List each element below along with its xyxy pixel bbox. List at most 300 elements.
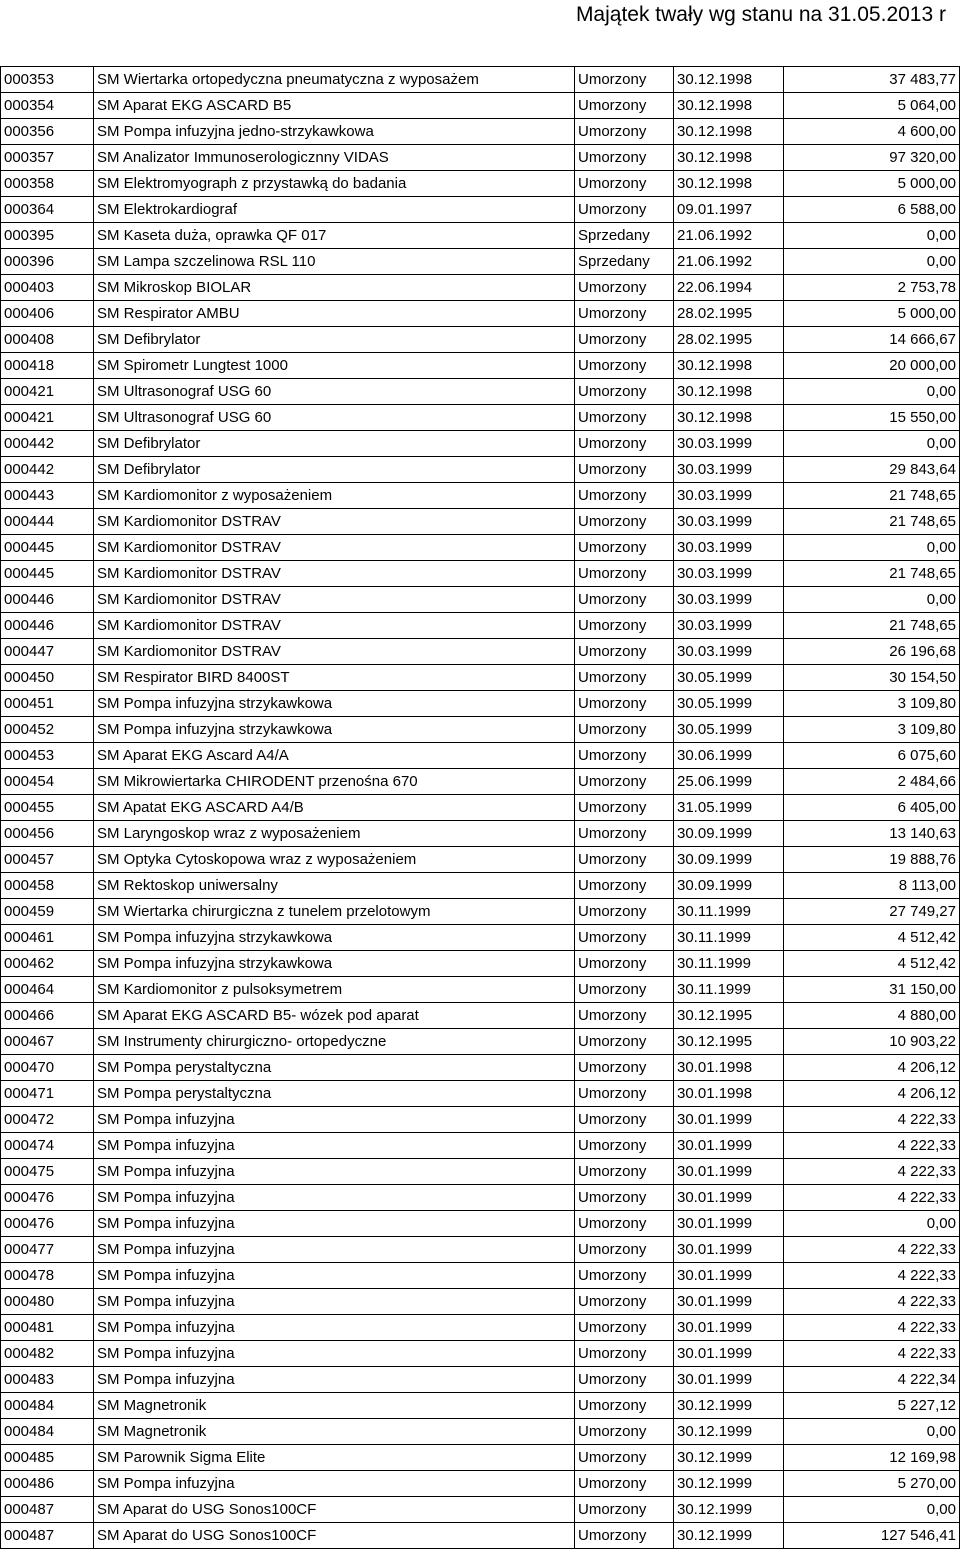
asset-date-cell: 30.03.1999 [674, 639, 784, 665]
table-row [1, 223, 960, 249]
asset-date-cell: 21.06.1992 [674, 249, 784, 275]
table-row [1, 847, 960, 873]
asset-value-cell: 0,00 [784, 1211, 960, 1237]
asset-code-cell: 000408 [1, 327, 94, 353]
asset-code-cell: 000454 [1, 769, 94, 795]
asset-status-cell: Umorzony [575, 769, 674, 795]
asset-name-cell: SM Kardiomonitor DSTRAV [94, 535, 575, 561]
asset-status-cell: Umorzony [575, 561, 674, 587]
asset-name-cell: SM Instrumenty chirurgiczno- ortopedyczne [94, 1029, 575, 1055]
asset-status-cell: Umorzony [575, 535, 674, 561]
asset-code-cell: 000474 [1, 1133, 94, 1159]
asset-name-cell: SM Aparat EKG ASCARD B5 [94, 93, 575, 119]
asset-name-cell: SM Aparat do USG Sonos100CF [94, 1497, 575, 1523]
asset-code-cell: 000467 [1, 1029, 94, 1055]
asset-name-cell: SM Pompa infuzyjna jedno-strzykawkowa [94, 119, 575, 145]
table-row [1, 327, 960, 353]
asset-status-cell: Umorzony [575, 795, 674, 821]
asset-code-cell: 000486 [1, 1471, 94, 1497]
asset-status-cell: Umorzony [575, 1445, 674, 1471]
asset-status-cell: Umorzony [575, 665, 674, 691]
asset-date-cell: 30.11.1999 [674, 899, 784, 925]
asset-date-cell: 30.12.1999 [674, 1393, 784, 1419]
asset-status-cell: Umorzony [575, 743, 674, 769]
asset-name-cell: SM Defibrylator [94, 457, 575, 483]
table-row [1, 717, 960, 743]
asset-status-cell: Umorzony [575, 1081, 674, 1107]
table-row [1, 1029, 960, 1055]
asset-status-cell: Umorzony [575, 847, 674, 873]
asset-date-cell: 30.12.1998 [674, 93, 784, 119]
asset-name-cell: SM Respirator AMBU [94, 301, 575, 327]
asset-value-cell: 8 113,00 [784, 873, 960, 899]
asset-status-cell: Umorzony [575, 275, 674, 301]
asset-date-cell: 30.05.1999 [674, 665, 784, 691]
table-row [1, 1497, 960, 1523]
asset-code-cell: 000447 [1, 639, 94, 665]
asset-date-cell: 30.09.1999 [674, 873, 784, 899]
asset-date-cell: 30.01.1999 [674, 1341, 784, 1367]
asset-status-cell: Sprzedany [575, 223, 674, 249]
asset-status-cell: Umorzony [575, 457, 674, 483]
table-row [1, 951, 960, 977]
asset-code-cell: 000482 [1, 1341, 94, 1367]
asset-status-cell: Umorzony [575, 951, 674, 977]
table-row [1, 1445, 960, 1471]
asset-status-cell: Umorzony [575, 1523, 674, 1549]
asset-value-cell: 20 000,00 [784, 353, 960, 379]
asset-status-cell: Umorzony [575, 1185, 674, 1211]
asset-date-cell: 30.01.1998 [674, 1055, 784, 1081]
table-row [1, 1523, 960, 1549]
asset-code-cell: 000477 [1, 1237, 94, 1263]
asset-code-cell: 000446 [1, 587, 94, 613]
asset-code-cell: 000458 [1, 873, 94, 899]
asset-value-cell: 4 222,33 [784, 1315, 960, 1341]
asset-value-cell: 4 222,33 [784, 1185, 960, 1211]
table-row [1, 275, 960, 301]
table-row [1, 1237, 960, 1263]
asset-code-cell: 000462 [1, 951, 94, 977]
asset-name-cell: SM Ultrasonograf USG 60 [94, 379, 575, 405]
asset-status-cell: Umorzony [575, 145, 674, 171]
asset-value-cell: 6 588,00 [784, 197, 960, 223]
asset-value-cell: 3 109,80 [784, 717, 960, 743]
asset-code-cell: 000461 [1, 925, 94, 951]
asset-status-cell: Umorzony [575, 821, 674, 847]
asset-name-cell: SM Mikrowiertarka CHIRODENT przenośna 670 [94, 769, 575, 795]
asset-value-cell: 4 206,12 [784, 1055, 960, 1081]
asset-status-cell: Umorzony [575, 197, 674, 223]
asset-status-cell: Umorzony [575, 431, 674, 457]
table-row [1, 1081, 960, 1107]
asset-code-cell: 000453 [1, 743, 94, 769]
asset-status-cell: Umorzony [575, 717, 674, 743]
asset-status-cell: Umorzony [575, 353, 674, 379]
asset-value-cell: 4 222,33 [784, 1133, 960, 1159]
asset-code-cell: 000480 [1, 1289, 94, 1315]
asset-code-cell: 000444 [1, 509, 94, 535]
asset-code-cell: 000445 [1, 561, 94, 587]
asset-name-cell: SM Pompa infuzyjna [94, 1159, 575, 1185]
table-row [1, 145, 960, 171]
asset-name-cell: SM Aparat EKG Ascard A4/A [94, 743, 575, 769]
asset-table-body [1, 67, 960, 1549]
table-row [1, 197, 960, 223]
table-row [1, 171, 960, 197]
asset-code-cell: 000472 [1, 1107, 94, 1133]
table-row [1, 119, 960, 145]
asset-date-cell: 30.01.1998 [674, 1081, 784, 1107]
asset-name-cell: SM Parownik Sigma Elite [94, 1445, 575, 1471]
asset-date-cell: 30.03.1999 [674, 483, 784, 509]
asset-date-cell: 25.06.1999 [674, 769, 784, 795]
asset-code-cell: 000364 [1, 197, 94, 223]
asset-value-cell: 4 222,33 [784, 1159, 960, 1185]
asset-status-cell: Umorzony [575, 405, 674, 431]
asset-date-cell: 30.12.1998 [674, 171, 784, 197]
asset-name-cell: SM Aparat EKG ASCARD B5- wózek pod aparat [94, 1003, 575, 1029]
table-row [1, 1289, 960, 1315]
asset-code-cell: 000442 [1, 457, 94, 483]
asset-value-cell: 3 109,80 [784, 691, 960, 717]
asset-code-cell: 000478 [1, 1263, 94, 1289]
asset-name-cell: SM Pompa infuzyjna strzykawkowa [94, 691, 575, 717]
asset-code-cell: 000464 [1, 977, 94, 1003]
table-row [1, 483, 960, 509]
table-row [1, 769, 960, 795]
asset-date-cell: 22.06.1994 [674, 275, 784, 301]
table-row [1, 665, 960, 691]
asset-status-cell: Umorzony [575, 483, 674, 509]
asset-status-cell: Umorzony [575, 119, 674, 145]
asset-value-cell: 4 600,00 [784, 119, 960, 145]
asset-code-cell: 000484 [1, 1419, 94, 1445]
asset-code-cell: 000445 [1, 535, 94, 561]
asset-code-cell: 000481 [1, 1315, 94, 1341]
asset-code-cell: 000358 [1, 171, 94, 197]
asset-value-cell: 0,00 [784, 1497, 960, 1523]
asset-value-cell: 0,00 [784, 587, 960, 613]
table-row [1, 1133, 960, 1159]
asset-value-cell: 5 227,12 [784, 1393, 960, 1419]
asset-value-cell: 26 196,68 [784, 639, 960, 665]
asset-status-cell: Umorzony [575, 1055, 674, 1081]
asset-code-cell: 000484 [1, 1393, 94, 1419]
table-row [1, 1393, 960, 1419]
asset-name-cell: SM Apatat EKG ASCARD A4/B [94, 795, 575, 821]
asset-date-cell: 30.03.1999 [674, 431, 784, 457]
asset-value-cell: 27 749,27 [784, 899, 960, 925]
asset-value-cell: 0,00 [784, 1419, 960, 1445]
table-row [1, 67, 960, 93]
table-row [1, 743, 960, 769]
asset-date-cell: 30.06.1999 [674, 743, 784, 769]
asset-value-cell: 5 000,00 [784, 171, 960, 197]
asset-value-cell: 0,00 [784, 431, 960, 457]
asset-code-cell: 000395 [1, 223, 94, 249]
asset-status-cell: Umorzony [575, 1003, 674, 1029]
asset-code-cell: 000354 [1, 93, 94, 119]
asset-value-cell: 2 484,66 [784, 769, 960, 795]
table-row [1, 509, 960, 535]
asset-status-cell: Umorzony [575, 93, 674, 119]
asset-date-cell: 30.01.1999 [674, 1237, 784, 1263]
asset-value-cell: 4 222,33 [784, 1107, 960, 1133]
asset-date-cell: 30.05.1999 [674, 691, 784, 717]
asset-date-cell: 30.01.1999 [674, 1263, 784, 1289]
asset-name-cell: SM Kardiomonitor DSTRAV [94, 613, 575, 639]
asset-name-cell: SM Pompa perystaltyczna [94, 1081, 575, 1107]
asset-date-cell: 30.03.1999 [674, 535, 784, 561]
asset-value-cell: 21 748,65 [784, 483, 960, 509]
asset-status-cell: Umorzony [575, 1289, 674, 1315]
asset-code-cell: 000418 [1, 353, 94, 379]
asset-value-cell: 14 666,67 [784, 327, 960, 353]
asset-value-cell: 31 150,00 [784, 977, 960, 1003]
asset-name-cell: SM Defibrylator [94, 431, 575, 457]
asset-name-cell: SM Pompa infuzyjna [94, 1341, 575, 1367]
asset-date-cell: 30.03.1999 [674, 561, 784, 587]
table-row [1, 1315, 960, 1341]
asset-name-cell: SM Pompa infuzyjna [94, 1367, 575, 1393]
asset-value-cell: 5 270,00 [784, 1471, 960, 1497]
asset-status-cell: Umorzony [575, 1367, 674, 1393]
asset-date-cell: 30.11.1999 [674, 951, 784, 977]
asset-date-cell: 28.02.1995 [674, 301, 784, 327]
asset-code-cell: 000475 [1, 1159, 94, 1185]
table-row [1, 301, 960, 327]
asset-name-cell: SM Kaseta duża, oprawka QF 017 [94, 223, 575, 249]
asset-status-cell: Umorzony [575, 171, 674, 197]
table-row [1, 431, 960, 457]
asset-name-cell: SM Pompa infuzyjna strzykawkowa [94, 925, 575, 951]
asset-value-cell: 0,00 [784, 379, 960, 405]
asset-name-cell: SM Kardiomonitor z wyposażeniem [94, 483, 575, 509]
asset-name-cell: SM Pompa infuzyjna [94, 1237, 575, 1263]
asset-value-cell: 13 140,63 [784, 821, 960, 847]
asset-name-cell: SM Wiertarka ortopedyczna pneumatyczna z wyposażem [94, 67, 575, 93]
asset-status-cell: Umorzony [575, 1029, 674, 1055]
asset-status-cell: Umorzony [575, 1471, 674, 1497]
asset-name-cell: SM Kardiomonitor z pulsoksymetrem [94, 977, 575, 1003]
asset-name-cell: SM Pompa infuzyjna [94, 1315, 575, 1341]
asset-code-cell: 000403 [1, 275, 94, 301]
asset-date-cell: 30.03.1999 [674, 509, 784, 535]
asset-date-cell: 30.12.1998 [674, 379, 784, 405]
asset-table [0, 66, 960, 1549]
asset-date-cell: 30.03.1999 [674, 587, 784, 613]
asset-date-cell: 21.06.1992 [674, 223, 784, 249]
asset-code-cell: 000459 [1, 899, 94, 925]
asset-status-cell: Umorzony [575, 379, 674, 405]
asset-date-cell: 30.12.1998 [674, 353, 784, 379]
asset-value-cell: 127 546,41 [784, 1523, 960, 1549]
asset-name-cell: SM Rektoskop uniwersalny [94, 873, 575, 899]
table-row [1, 1159, 960, 1185]
table-row [1, 821, 960, 847]
asset-status-cell: Umorzony [575, 327, 674, 353]
asset-value-cell: 5 064,00 [784, 93, 960, 119]
asset-name-cell: SM Pompa infuzyjna [94, 1211, 575, 1237]
asset-status-cell: Umorzony [575, 67, 674, 93]
table-row [1, 691, 960, 717]
asset-name-cell: SM Pompa infuzyjna [94, 1289, 575, 1315]
table-row [1, 587, 960, 613]
asset-date-cell: 30.11.1999 [674, 977, 784, 1003]
table-row [1, 613, 960, 639]
table-row [1, 457, 960, 483]
asset-name-cell: SM Aparat do USG Sonos100CF [94, 1523, 575, 1549]
asset-value-cell: 21 748,65 [784, 509, 960, 535]
asset-name-cell: SM Spirometr Lungtest 1000 [94, 353, 575, 379]
asset-date-cell: 30.03.1999 [674, 457, 784, 483]
asset-value-cell: 6 405,00 [784, 795, 960, 821]
asset-status-cell: Umorzony [575, 1341, 674, 1367]
asset-name-cell: SM Respirator BIRD 8400ST [94, 665, 575, 691]
asset-status-cell: Umorzony [575, 1393, 674, 1419]
asset-date-cell: 30.01.1999 [674, 1289, 784, 1315]
asset-code-cell: 000357 [1, 145, 94, 171]
asset-value-cell: 4 222,33 [784, 1289, 960, 1315]
table-row [1, 93, 960, 119]
asset-date-cell: 30.12.1995 [674, 1003, 784, 1029]
table-row [1, 873, 960, 899]
table-row [1, 353, 960, 379]
asset-name-cell: SM Pompa infuzyjna [94, 1471, 575, 1497]
asset-name-cell: SM Pompa infuzyjna [94, 1185, 575, 1211]
asset-value-cell: 97 320,00 [784, 145, 960, 171]
asset-date-cell: 31.05.1999 [674, 795, 784, 821]
asset-name-cell: SM Magnetronik [94, 1419, 575, 1445]
asset-status-cell: Umorzony [575, 1263, 674, 1289]
table-row [1, 1055, 960, 1081]
asset-value-cell: 4 206,12 [784, 1081, 960, 1107]
table-row [1, 925, 960, 951]
table-row [1, 977, 960, 1003]
table-row [1, 1367, 960, 1393]
asset-date-cell: 30.12.1998 [674, 119, 784, 145]
table-row [1, 639, 960, 665]
asset-status-cell: Umorzony [575, 1211, 674, 1237]
asset-code-cell: 000456 [1, 821, 94, 847]
asset-code-cell: 000356 [1, 119, 94, 145]
asset-value-cell: 4 222,33 [784, 1341, 960, 1367]
asset-code-cell: 000466 [1, 1003, 94, 1029]
asset-name-cell: SM Pompa perystaltyczna [94, 1055, 575, 1081]
asset-code-cell: 000421 [1, 379, 94, 405]
asset-value-cell: 21 748,65 [784, 613, 960, 639]
table-row [1, 379, 960, 405]
asset-name-cell: SM Pompa infuzyjna [94, 1133, 575, 1159]
asset-name-cell: SM Pompa infuzyjna strzykawkowa [94, 717, 575, 743]
asset-code-cell: 000443 [1, 483, 94, 509]
asset-code-cell: 000450 [1, 665, 94, 691]
asset-name-cell: SM Ultrasonograf USG 60 [94, 405, 575, 431]
asset-name-cell: SM Mikroskop BIOLAR [94, 275, 575, 301]
asset-status-cell: Umorzony [575, 1133, 674, 1159]
asset-date-cell: 30.03.1999 [674, 613, 784, 639]
asset-status-cell: Umorzony [575, 301, 674, 327]
asset-name-cell: SM Elektromyograph z przystawką do badania [94, 171, 575, 197]
asset-code-cell: 000446 [1, 613, 94, 639]
asset-code-cell: 000406 [1, 301, 94, 327]
asset-name-cell: SM Elektrokardiograf [94, 197, 575, 223]
table-row [1, 1263, 960, 1289]
asset-date-cell: 30.01.1999 [674, 1107, 784, 1133]
asset-code-cell: 000457 [1, 847, 94, 873]
asset-value-cell: 4 512,42 [784, 925, 960, 951]
asset-status-cell: Umorzony [575, 899, 674, 925]
asset-date-cell: 30.12.1999 [674, 1497, 784, 1523]
asset-code-cell: 000485 [1, 1445, 94, 1471]
asset-value-cell: 29 843,64 [784, 457, 960, 483]
asset-value-cell: 0,00 [784, 249, 960, 275]
asset-date-cell: 30.01.1999 [674, 1211, 784, 1237]
table-row [1, 1419, 960, 1445]
asset-value-cell: 30 154,50 [784, 665, 960, 691]
asset-date-cell: 30.12.1998 [674, 405, 784, 431]
table-row [1, 535, 960, 561]
asset-status-cell: Umorzony [575, 1159, 674, 1185]
asset-code-cell: 000353 [1, 67, 94, 93]
table-row [1, 1471, 960, 1497]
asset-date-cell: 30.12.1998 [674, 67, 784, 93]
asset-value-cell: 5 000,00 [784, 301, 960, 327]
table-row [1, 1185, 960, 1211]
asset-status-cell: Umorzony [575, 925, 674, 951]
asset-code-cell: 000470 [1, 1055, 94, 1081]
asset-status-cell: Umorzony [575, 587, 674, 613]
asset-name-cell: SM Pompa infuzyjna strzykawkowa [94, 951, 575, 977]
asset-status-cell: Umorzony [575, 1237, 674, 1263]
asset-status-cell: Umorzony [575, 873, 674, 899]
asset-value-cell: 15 550,00 [784, 405, 960, 431]
asset-status-cell: Umorzony [575, 691, 674, 717]
asset-value-cell: 21 748,65 [784, 561, 960, 587]
asset-date-cell: 30.01.1999 [674, 1133, 784, 1159]
asset-date-cell: 30.12.1998 [674, 145, 784, 171]
asset-name-cell: SM Laryngoskop wraz z wyposażeniem [94, 821, 575, 847]
asset-status-cell: Umorzony [575, 1497, 674, 1523]
table-row [1, 561, 960, 587]
asset-code-cell: 000421 [1, 405, 94, 431]
asset-name-cell: SM Analizator Immunoserologicznny VIDAS [94, 145, 575, 171]
asset-code-cell: 000476 [1, 1185, 94, 1211]
asset-code-cell: 000455 [1, 795, 94, 821]
asset-name-cell: SM Wiertarka chirurgiczna z tunelem przelotowym [94, 899, 575, 925]
asset-code-cell: 000442 [1, 431, 94, 457]
asset-value-cell: 19 888,76 [784, 847, 960, 873]
table-row [1, 1211, 960, 1237]
asset-value-cell: 37 483,77 [784, 67, 960, 93]
asset-code-cell: 000451 [1, 691, 94, 717]
asset-date-cell: 30.12.1999 [674, 1523, 784, 1549]
asset-value-cell: 12 169,98 [784, 1445, 960, 1471]
asset-name-cell: SM Kardiomonitor DSTRAV [94, 509, 575, 535]
asset-code-cell: 000471 [1, 1081, 94, 1107]
asset-name-cell: SM Kardiomonitor DSTRAV [94, 639, 575, 665]
table-row [1, 1107, 960, 1133]
asset-name-cell: SM Kardiomonitor DSTRAV [94, 561, 575, 587]
asset-code-cell: 000452 [1, 717, 94, 743]
asset-value-cell: 4 222,33 [784, 1237, 960, 1263]
asset-code-cell: 000487 [1, 1523, 94, 1549]
asset-status-cell: Sprzedany [575, 249, 674, 275]
asset-date-cell: 30.12.1999 [674, 1445, 784, 1471]
asset-name-cell: SM Pompa infuzyjna [94, 1263, 575, 1289]
asset-date-cell: 09.01.1997 [674, 197, 784, 223]
